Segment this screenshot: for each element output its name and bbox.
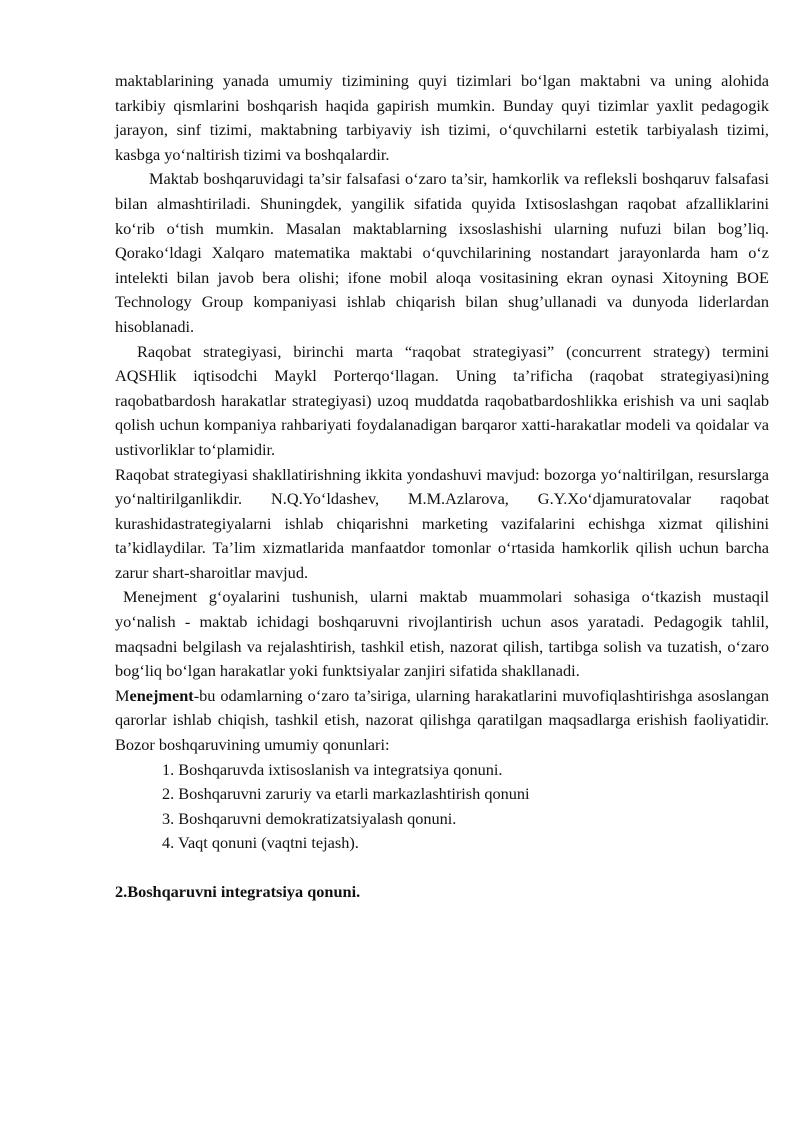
paragraph-strategy-approaches: Raqobat strategiyasi shakllatirishning ikkita yondashuvi mavjud: bozorga yo‘naltirilgan, resurslarga yo‘naltirilganlikdir. N.Q.Yo‘ldashev, M.M.Azlarova, G.Y.Xo‘djamuratovalar raqobat kurashidastrategiyalarni ishlab chiqarishni marketing vazifalarini echishga xizmat qilishini ta’kidlaydilar. Ta’lim xizmatlarida manfaatdor tomonlar o‘rtasida hamkorlik qilish uchun barcha zarur shart-sharoitlar mavjud. [115,464,769,582]
paragraph-competitive-strategy: Raqobat strategiyasi, birinchi marta “raqobat strategiyasi” (concurrent strategy) termini AQSHlik iqtisodchi Maykl Porterqo‘llagan. Uning ta’rificha (raqobat strategiyasi)ning raqobatbardosh harakatlar strategiyasi) uzoq muddatda raqobatbardoshlikka erishish va uni saqlab qolish uchun kompaniya rahbariyati foydalanadigan barqaror xatti-harakatlar modeli va qoidalar va ustivorliklar to‘plamidir. [115,341,769,459]
body-text [115,69,769,905]
list-item: 3. Boshqaruvni demokratizatsiyalash qonuni. [162,808,457,828]
definition-term: enejment [129,685,194,705]
laws-list [115,758,769,856]
paragraph-management-definition [115,684,769,758]
paragraph-management-ideas: Menejment g‘oyalarini tushunish, ularni maktab muammolari sohasiga o‘tkazish mustaqil yo‘nalish - maktab ichidagi boshqaruvni rivojlantirish uchun asos yaratadi. Pedagogik tahlil, maqsadni belgilash va rejalashtirish, tashkil etish, nazorat qilish, tartibga solish va tuzatish, o‘zaro bog‘liq bo‘lgan harakatlar yoki funktsiyalar zanjiri sifatida shakllanadi. [115,587,769,681]
definition-term-prefix: M [115,685,130,705]
list-item: 4. Vaqt qonuni (vaqtni tejash). [162,833,359,853]
list-item: 1. Boshqaruvda ixtisoslanish va integratsiya qonuni. [162,759,503,779]
paragraph-management-philosophy: Maktab boshqaruvidagi ta’sir falsafasi o‘zaro ta’sir, hamkorlik va refleksli boshqaruv falsafasi bilan almashtiriladi. Shuningdek, yangilik sifatida quyida Ixtisoslashgan raqobat afzalliklarini ko‘rib o‘tish mumkin. Masalan maktablarning ixsoslashishi ularning nufuzi bilan bog’liq. Qorako‘ldagi Xalqaro matematika maktabi o‘quvchilarining nostandart jarayonlarda ham o‘z intelekti bilan javob bera olishi; ifone mobil aloqa vositasining ekran oynasi Xitoyning BOE Technology Group kompaniyasi ishlab chiqarish bilan shug’ullanadi va dunyoda liderlardan hisoblanadi. [115,169,769,336]
spacer [115,856,769,880]
section-heading: 2.Boshqaruvni integratsiya qonuni. [115,882,361,901]
paragraph-school-subsystems: maktablarining yanada umumiy tizimining quyi tizimlari bo‘lgan maktabni va uning alohida tarkibiy qismlarini boshqarish haqida gapirish mumkin. Bunday quyi tizimlar yaxlit pedagogik jarayon, sinf tizimi, maktabning tarbiyaviy ish tizimi, o‘quvchilarni estetik tarbiyalash tizimi, kasbga yo‘naltirish tizimi va boshqalardir. [115,71,769,164]
definition-text: -bu odamlarning o‘zaro ta’siriga, ularning harakatlarini muvofiqlashtirishga asoslangan qarorlar ishlab chiqish, tashkil etish, nazorat qilishga qaratilgan maqsadlarga erishish faoliyatidir. Bozor boshqaruvining umumiy qonunlari: [115,685,769,755]
list-item: 2. Boshqaruvni zaruriy va etarli markazlashtirish qonuni [162,784,530,804]
